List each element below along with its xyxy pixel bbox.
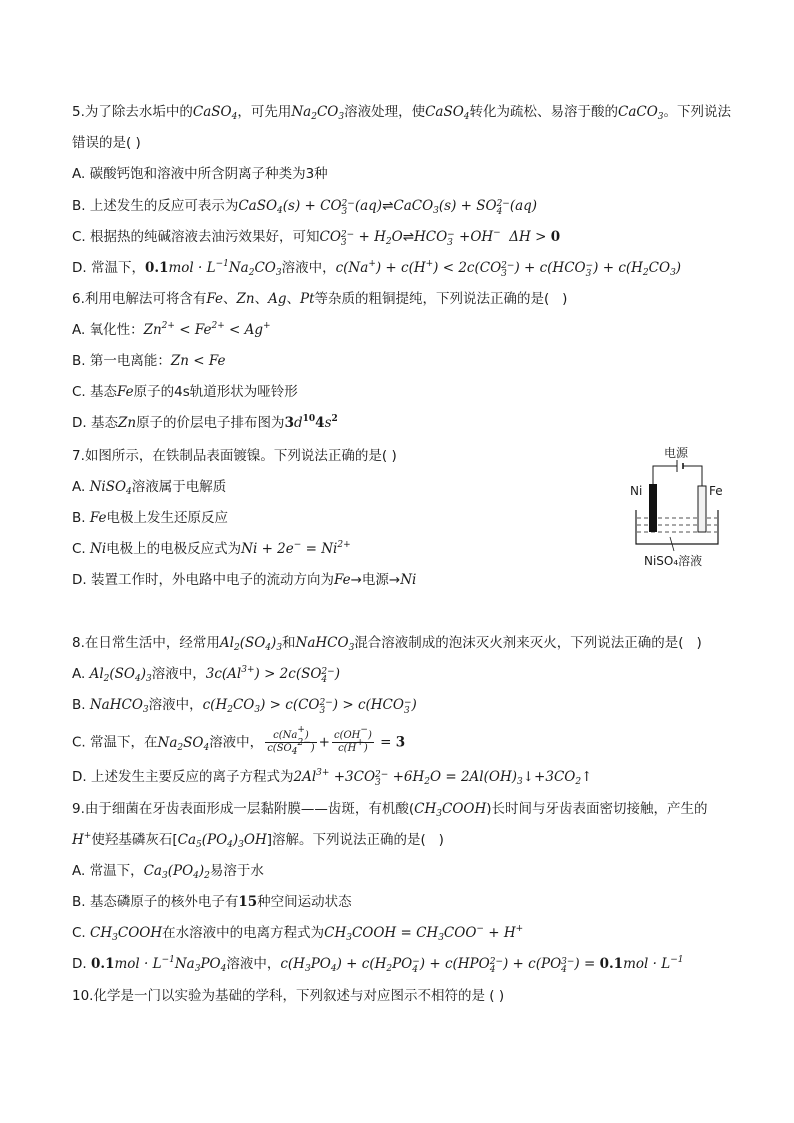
q7-option-b: B. Fe电极上发生还原反应 (72, 510, 228, 526)
q9-stem-line2: H+使羟基磷灰石$[Ca_5(PO_4)_3OH]$溶解。下列说法正确的是( ) (72, 831, 444, 850)
q8-option-a: A. $Al_2(SO_4)_3$溶液中，$3c(Al^{3+}) > 2c(SO$ 2− 4 ) (72, 665, 340, 685)
q7-option-d: D. 装置工作时，外电路中电子的流动方向为Fe→电源→Ni (72, 572, 417, 588)
q6-stem: 6.利用电解法可将含有Fe、Zn、Ag、Pt等杂质的粗铜提纯，下列说法正确的是( ) (72, 291, 568, 307)
ni-electrode (649, 484, 657, 532)
q8-option-b: B. NaHCO$_3$溶液中，$c(H_2CO_3) > c(CO$ 2− 3 ) > c(HCO − 3 ) (72, 697, 417, 716)
q6-option-c: C. 基态Fe原子的4s轨道形状为哑铃形 (72, 384, 298, 400)
q8-option-d: D. 上述发生主要反应的离子方程式为$2Al^{3+} +3CO$ 2− 3 $+6H_2O$ = $2Al(OH)_3↓+3CO_2↑$ (72, 768, 593, 788)
q5-option-d: D. 常温下，$0.1mol \cdot L^{-1}Na_2CO_3$溶液中，c(Na+) + c(H+) < 2c(CO 2− 3 ) + c(HCO − 3 ) + $c(H_2CO_3)$ (72, 259, 682, 279)
ni-electrode-label: Ni (630, 484, 643, 498)
q9-option-a: A. 常温下，$Ca_3(PO_4)_2$易溶于水 (72, 863, 264, 881)
q7-option-c: C. Ni电极上的电极反应式为$Ni + 2e^- = Ni^{2+}$ (72, 540, 351, 557)
q5-option-c: C. 根据热的纯碱溶液去油污效果好，可知CO 2− 3 + $H_2O\rightleftharpoons HCO$ − 3 +OH− ΔH > 0 (72, 228, 561, 248)
q9-stem-line1: 9.由于细菌在牙齿表面形成一层黏附膜——齿斑，有机酸$(CH_3COOH)$长时间与牙齿表面密切接触，产生的 (72, 801, 708, 819)
q9-option-c: C. $CH_3COOH$在水溶液中的电离方程式为$CH_3COOH = CH_3COO^- + H^+$ (72, 924, 524, 943)
q8-option-c: C. 常温下，在$Na_2SO_4$溶液中， $\frac{c(Na^+)}{c(SO_4^{2-})}$ + $\frac{c(OH^-)}{c(H^+)}$ = 3 (72, 725, 406, 757)
q7-option-a: A. NiSO$_4$溶液属于电解质 (72, 479, 227, 497)
nisO4-solution-label: NiSO₄溶液 (644, 554, 703, 568)
q9-option-b: B. 基态磷原子的核外电子有15种空间运动状态 (72, 894, 352, 910)
q6-option-a: A. 氧化性：$Zn^{2+} < Fe^{2+} < Ag^+$ (72, 321, 271, 338)
q5-option-b: B. 上述发生的反应可表示为CaSO$_4$(s) + CO 2− 3 (aq)⇌CaCO$_3$(s) + SO 2− 4 (aq) (72, 198, 538, 217)
q8-stem: 8.在日常生活中，经常用$Al_2(SO_4)_3$和NaHCO$_3$混合溶液制成的泡沫灭火剂来灭火，下列说法正确的是( ) (72, 635, 702, 653)
fe-electrode-label: Fe (709, 484, 723, 498)
q5-stem-line2: 错误的是( ) (72, 135, 141, 151)
q5-stem-line1: 5.为了除去水垢中的CaSO$_4$，可先用$Na_2CO_3$溶液处理，使CaSO$_4$转化为疏松、易溶于酸的CaCO$_3$。下列说法 (72, 104, 732, 122)
q10-stem: 10.化学是一门以实验为基础的学科，下列叙述与对应图示不相符的是 ( ) (72, 988, 505, 1004)
q9-option-d: D. $0.1mol \cdot L^{-1}Na_3PO_4$溶液中，$c(H_3PO_4) + c(H_2PO$ − 4 ) + c(HPO 2− 4 ) + c(PO 3− 4 ) = $0.1mol \cdot L^{-1}$ (72, 955, 684, 975)
q5-option-a: A. 碳酸钙饱和溶液中所含阴离子种类为3种 (72, 166, 328, 182)
q6-option-b: B. 第一电离能：Zn < Fe (72, 353, 226, 369)
power-source-label: 电源 (664, 446, 689, 460)
q6-option-d: D. 基态Zn原子的价层电子排布图为$3d^{10}4s^2$ (72, 414, 338, 431)
q7-stem: 7.如图所示，在铁制品表面镀镍。下列说法正确的是( ) (72, 448, 397, 464)
electroplating-apparatus-diagram (622, 440, 732, 570)
wire-circuit (653, 460, 702, 486)
fe-electrode (698, 486, 706, 532)
